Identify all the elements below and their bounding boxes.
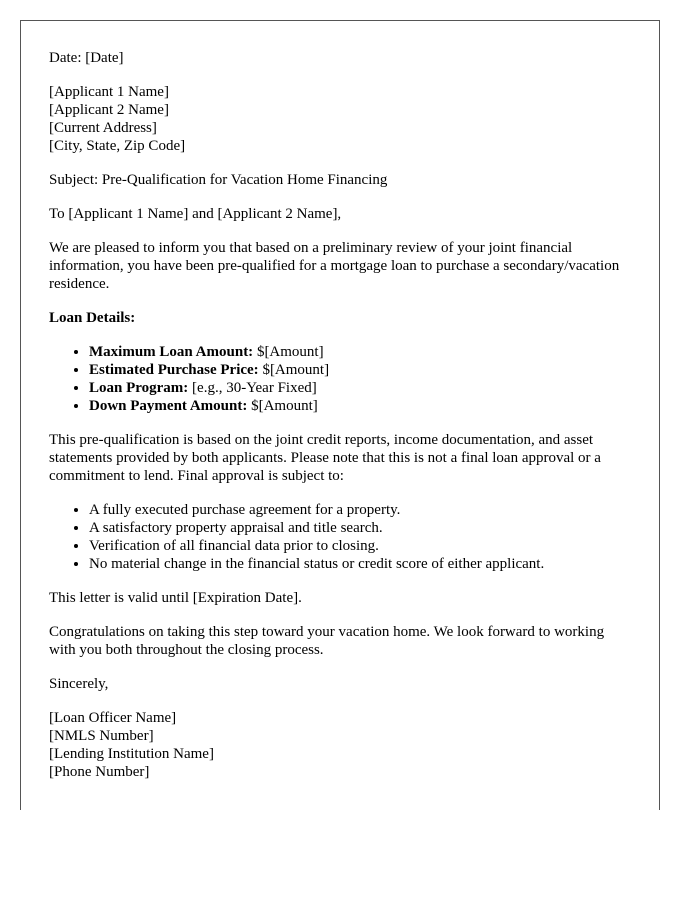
- condition-item: • No material change in the financial status or credit score of either applicant.: [89, 555, 631, 573]
- loan-detail-item: [89, 397, 631, 415]
- loan-detail-label: Down Payment Amount:: [89, 398, 248, 414]
- recipient-line-3: [Current Address]: [49, 120, 157, 136]
- loan-detail-value: [e.g., 30-Year Fixed]: [188, 380, 317, 396]
- letter-page: [20, 20, 660, 810]
- validity-line: This letter is valid until [Expiration Date].: [49, 590, 302, 606]
- loan-details-heading: Loan Details:: [49, 310, 136, 326]
- recipient-line-4: [City, State, Zip Code]: [49, 138, 186, 154]
- recipient-line-1: [Applicant 1 Name]: [49, 84, 169, 100]
- loan-detail-value: $[Amount]: [258, 362, 330, 378]
- signature-block: [49, 709, 631, 781]
- conditions-list: [49, 501, 631, 573]
- condition-item: • A fully executed purchase agreement for a property.: [89, 501, 631, 519]
- recipient-line-2: [Applicant 2 Name]: [49, 102, 169, 118]
- signature-line-1: [Loan Officer Name]: [49, 710, 177, 726]
- recipient-address: [49, 83, 631, 155]
- loan-detail-value: $[Amount]: [253, 344, 324, 360]
- condition-item: • A satisfactory property appraisal and title search.: [89, 519, 631, 537]
- condition-item: • Verification of all financial data prior to closing.: [89, 537, 631, 555]
- closing-paragraph: Congratulations on taking this step toward your vacation home. We look forward to working with you both throughout the closing process.: [49, 624, 605, 658]
- loan-detail-item: [89, 343, 631, 361]
- loan-detail-item: [89, 361, 631, 379]
- subject-line: Subject: Pre-Qualification for Vacation Home Financing: [49, 172, 388, 188]
- loan-detail-item: [89, 379, 631, 397]
- salutation: To [Applicant 1 Name] and [Applicant 2 Name],: [49, 206, 342, 222]
- intro-paragraph: We are pleased to inform you that based on a preliminary review of your joint financial information, you have been pre-qualified for a mortgage loan to purchase a secondary/vacation residence.: [49, 240, 620, 292]
- loan-details-list: [49, 343, 631, 415]
- signoff: Sincerely,: [49, 676, 109, 692]
- signature-line-2: [NMLS Number]: [49, 728, 154, 744]
- loan-detail-label: Estimated Purchase Price:: [89, 362, 259, 378]
- loan-detail-value: $[Amount]: [247, 398, 318, 414]
- date-line: Date: [Date]: [49, 50, 124, 66]
- signature-line-3: [Lending Institution Name]: [49, 746, 214, 762]
- loan-detail-label: Loan Program:: [89, 380, 189, 396]
- loan-detail-label: Maximum Loan Amount:: [89, 344, 254, 360]
- basis-paragraph: This pre-qualification is based on the joint credit reports, income documentation, and asset statements provided by both applicants. Please note that this is not a final loan approval or a commitment to lend. Final approval is subject to:: [49, 432, 601, 484]
- signature-line-4: [Phone Number]: [49, 764, 150, 780]
